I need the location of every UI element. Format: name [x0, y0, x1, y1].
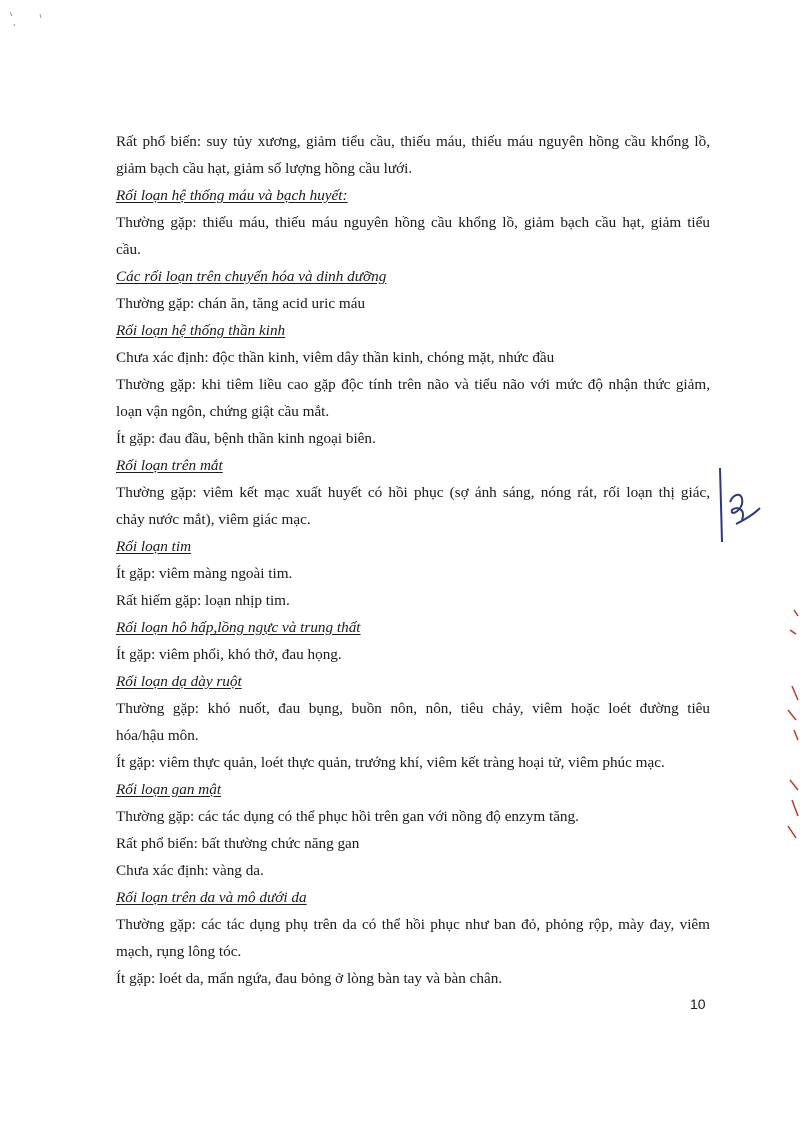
paragraph-line: Rất phổ biến: bất thường chức năng gan — [116, 835, 360, 852]
paragraph-line: Rất phổ biến: suy tủy xương, giảm tiểu cầu, thiếu máu, thiếu máu nguyên hồng cầu khổng lồ, — [116, 133, 710, 150]
paragraph-line: Thường gặp: khó nuốt, đau bụng, buồn nôn, nôn, tiêu chảy, viêm hoặc loét đường tiêu — [116, 700, 710, 717]
paragraph-line: hóa/hậu môn. — [116, 727, 199, 744]
paragraph-line: Thường gặp: khi tiêm liều cao gặp độc tính trên não và tiểu não với mức độ nhận thức giảm, — [116, 376, 710, 393]
section-heading: Rối loạn trên da và mô dưới da — [116, 889, 307, 906]
paragraph-line: Ít gặp: đau đầu, bệnh thần kinh ngoại biên. — [116, 430, 376, 447]
section-heading: Các rối loạn trên chuyển hóa và dinh dưỡng — [116, 268, 387, 285]
paragraph-line: Thường gặp: các tác dụng có thể phục hồi trên gan với nồng độ enzym tăng. — [116, 808, 579, 825]
paragraph-line: Ít gặp: viêm phổi, khó thở, đau họng. — [116, 646, 342, 663]
page-number: 10 — [690, 996, 706, 1012]
section-heading: Rối loạn trên mắt — [116, 457, 223, 474]
section-heading: Rối loạn hệ thống máu và bạch huyết: — [116, 187, 348, 204]
section-heading: Rối loạn hệ thống thần kinh — [116, 322, 286, 339]
paragraph-line: Rất hiếm gặp: loạn nhịp tim. — [116, 592, 290, 609]
paragraph-line: Chưa xác định: vàng da. — [116, 862, 264, 879]
paragraph-line: giảm bạch cầu hạt, giảm số lượng hồng cầu lưới. — [116, 160, 413, 177]
signature-mark — [712, 462, 764, 552]
scan-artifact — [4, 4, 44, 44]
section-heading: Rối loạn hô hấp,lồng ngực và trung thất — [116, 619, 361, 636]
paragraph-line: Thường gặp: thiếu máu, thiếu máu nguyên hồng cầu khổng lồ, giảm bạch cầu hạt, giảm tiểu — [116, 214, 710, 231]
document-body — [116, 128, 710, 992]
paragraph-line: Thường gặp: chán ăn, tăng acid uric máu — [116, 295, 366, 312]
paragraph-line: Ít gặp: viêm màng ngoài tim. — [116, 565, 293, 582]
paragraph-line: Thường gặp: các tác dụng phụ trên da có thể hồi phục như ban đỏ, phỏng rộp, mày đay, viêm — [116, 916, 710, 933]
paragraph-line: loạn vận ngôn, chứng giật cầu mắt. — [116, 403, 330, 420]
section-heading: Rối loạn tim — [116, 538, 192, 555]
section-heading: Rối loạn gan mật — [116, 781, 222, 798]
paragraph-line: chảy nước mắt), viêm giác mạc. — [116, 511, 311, 528]
stamp-edge — [780, 590, 800, 850]
paragraph-line: Thường gặp: viêm kết mạc xuất huyết có hồi phục (sợ ánh sáng, nóng rát, rối loạn thị giác, — [116, 484, 710, 501]
paragraph-line: cầu. — [116, 241, 141, 258]
paragraph-line: Chưa xác định: độc thần kinh, viêm dây thần kinh, chóng mặt, nhức đầu — [116, 349, 555, 366]
paragraph-line: Ít gặp: viêm thực quản, loét thực quản, trướng khí, viêm kết tràng hoại tử, viêm phúc mạc. — [116, 754, 665, 771]
paragraph-line: mạch, rụng lông tóc. — [116, 943, 242, 960]
paragraph-line: Ít gặp: loét da, mẩn ngứa, đau bỏng ở lòng bàn tay và bàn chân. — [116, 970, 503, 987]
section-heading: Rối loạn dạ dày ruột — [116, 673, 242, 690]
